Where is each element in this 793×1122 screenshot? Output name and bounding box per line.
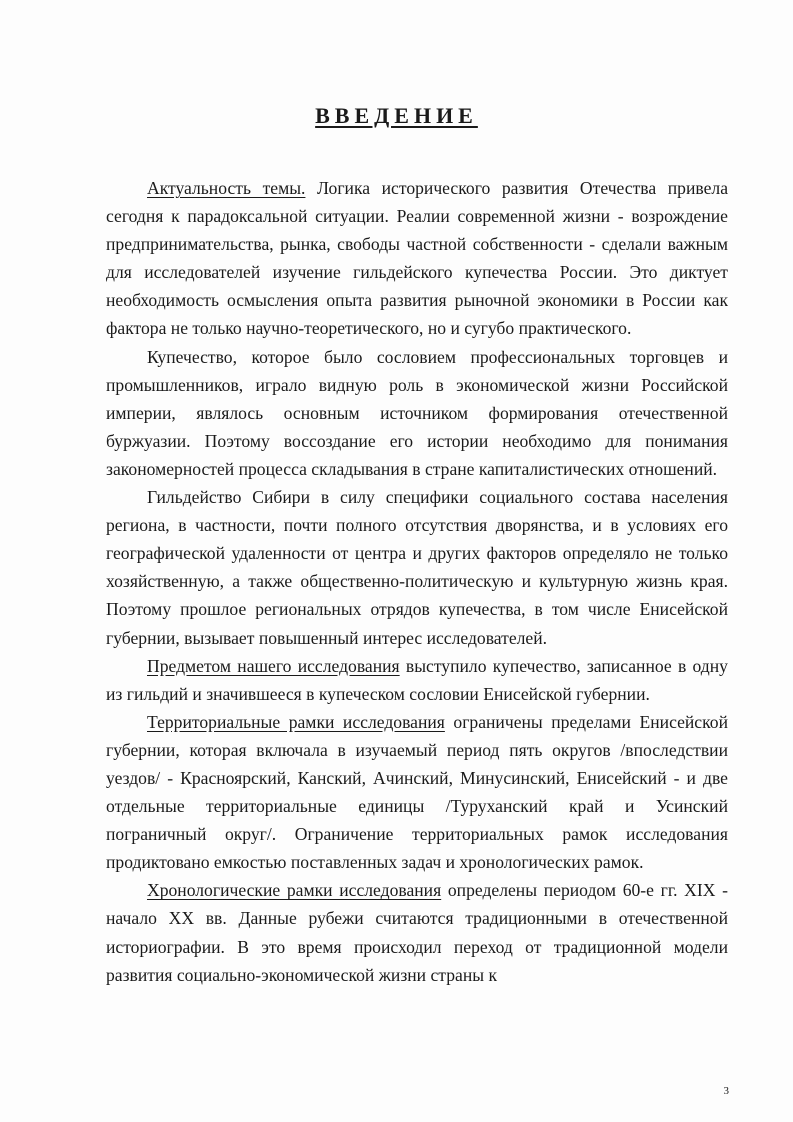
paragraph-territory [106, 708, 728, 877]
paragraph-merchants [106, 343, 728, 483]
paragraph-lead: Хронологические рамки исследования [147, 880, 442, 901]
paragraph-text: Купечество, которое было сословием профессиональных торговцев и промышленников, играло видную роль в экономической жизни Российской империи, являлось основным источником формирования отечественной буржуазии. Поэтому воссоздание его истории необходимо для понимания закономерностей процесса складывания в стране капиталистических отношений. [106, 346, 728, 479]
paragraph-text: Логика исторического развития Отечества привела сегодня к парадоксальной ситуации. Реалии современной жизни - возрождение предпринимательства, рынка, свободы частной собственности - сделали важным для исследователей изучение гильдейского купечества России. Это диктует необходимость осмысления опыта развития рыночной экономики в России как фактора не только научно-теоретического, но и сугубо практического. [106, 178, 728, 339]
paragraph-lead: Территориальные рамки исследования [147, 711, 445, 732]
paragraph-text: определены периодом 60-е гг. XIX - начало XX вв. Данные рубежи считаются традиционными в отечественной историографии. В это время происходил переход от традиционной модели развития социально-экономической жизни страны к [106, 880, 728, 985]
paragraph-text: ограничены пределами Енисейской губернии, которая включала в изучаемый период пять округов /впоследствии уездов/ - Красноярский, Канский, Ачинский, Минусинский, Енисейский - и две отдельные территориальные единицы /Туруханский край и Усинский пограничный округ/. Ограничение территориальных рамок исследования продиктовано емкостью поставленных задач и хронологических рамок. [106, 711, 728, 873]
page-title: ВВЕДЕНИЕ [315, 103, 478, 128]
paragraph-lead: Актуальность темы. [147, 178, 306, 198]
paragraph-chronology [106, 876, 728, 988]
paragraph-text: Гильдейство Сибири в силу специфики социального состава населения региона, в частности, почти полного отсутствия дворянства, и в условиях его географической удаленности от центра и других факторов определяло не только хозяйственную, а также общественно-политическую и культурную жизнь края. Поэтому прошлое региональных отрядов купечества, в том числе Енисейской губернии, вызывает повышенный интерес исследователей. [106, 487, 728, 648]
paragraph-siberia [106, 483, 728, 652]
paragraph-subject [106, 652, 728, 708]
paragraph-relevance [106, 174, 728, 343]
document-body [106, 174, 728, 989]
page-number: 3 [723, 1085, 729, 1097]
paragraph-text: выступило купечество, записанное в одну из гильдий и значившееся в купеческом сословии Енисейской губернии. [106, 655, 728, 704]
paragraph-lead: Предметом нашего исследования [147, 655, 400, 676]
